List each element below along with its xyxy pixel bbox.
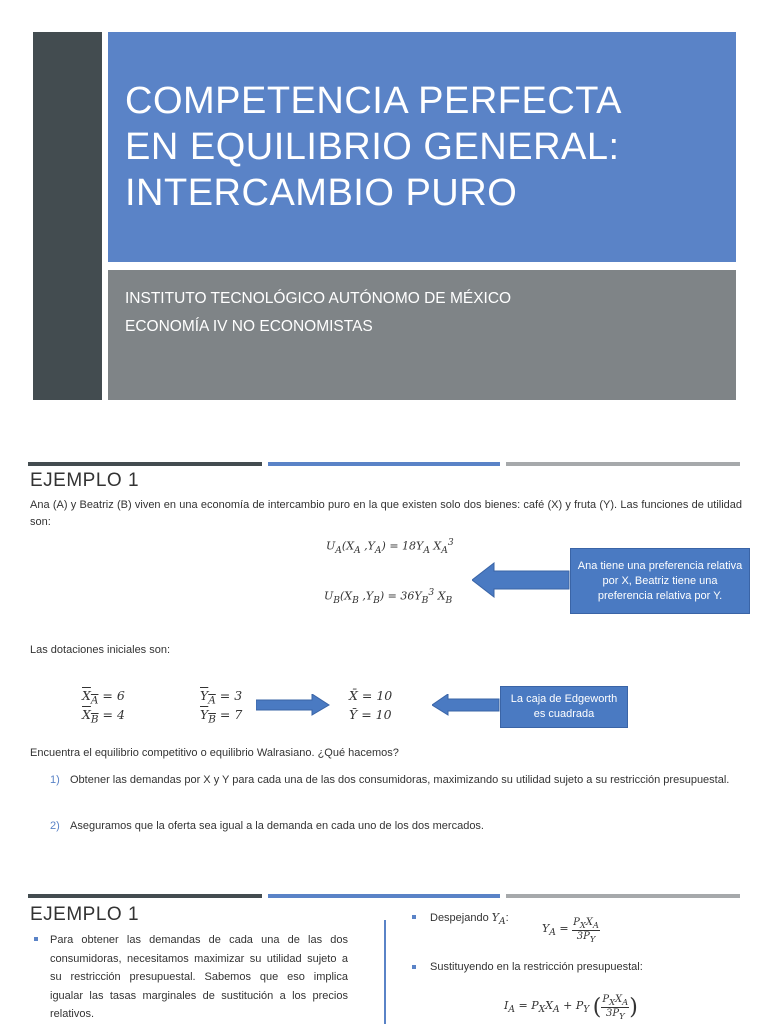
question-text: Encuentra el equilibrio competitivo o equilibrio Walrasiano. ¿Qué hacemos? — [30, 747, 399, 759]
step-1-number: 1) — [50, 774, 60, 786]
step-2-number: 2) — [50, 820, 60, 832]
slide-subtitle-line-2: ECONOMÍA IV NO ECONOMISTAS — [125, 318, 373, 335]
example-heading-2: EJEMPLO 1 — [30, 904, 140, 925]
right-bullet-1: Despejando $Y_A$: — [430, 911, 509, 928]
endowment-xa: $X_A = 6$ — [82, 688, 125, 707]
column-divider — [384, 920, 386, 1024]
utility-function-a: $U_A(X_A$ $,Y_A) = 18Y_A$ $X_A^3$ — [326, 537, 454, 556]
callout-edgeworth: La caja de Edgeworth es cuadrada — [500, 686, 628, 728]
slide-subtitle — [125, 285, 725, 341]
endowment-yb: $Y_B = 7$ — [200, 707, 243, 726]
equation-ya: $Y_A$ = $P_XX_A$ $3P_Y$ — [542, 917, 599, 944]
total-y: Ȳ = 10 — [349, 707, 392, 722]
endowment-ya: $Y_A = 3$ — [200, 688, 243, 707]
right-bullet-2: Sustituyendo en la restricción presupuestal: — [430, 961, 643, 973]
callout-preference: Ana tiene una preferencia relativa por X, Beatriz tiene una preferencia relativa por Y. — [570, 548, 750, 614]
slide-title — [125, 78, 725, 216]
header-rule-gray-2 — [506, 894, 740, 898]
left-bullet-text: Para obtener las demandas de cada una de las dos consumidoras, necesitamos maximizar su utilidad sujeto a su restricción presupuestal. Sabemos que eso implica igualar las tasas marginales de sustitución a los precios relativos. — [50, 934, 348, 1020]
endowment-xb: $X_B = 4$ — [82, 707, 125, 726]
steps-list — [50, 772, 742, 832]
endowments-label: Las dotaciones iniciales son: — [30, 644, 171, 656]
header-rule-dark-2 — [28, 894, 262, 898]
header-rule-dark — [28, 462, 262, 466]
slide-title-line-3: INTERCAMBIO PURO — [125, 172, 518, 214]
left-arrow-icon — [472, 562, 570, 598]
step-2-text: Aseguramos que la oferta sea igual a la demanda en cada uno de los dos mercados. — [70, 820, 484, 832]
title-slide-dark-bar — [33, 32, 102, 400]
bullet-icon — [34, 937, 38, 941]
bullet-icon-2 — [412, 915, 416, 919]
slide-subtitle-line-1: INSTITUTO TECNOLÓGICO AUTÓNOMO DE MÉXICO — [125, 290, 512, 307]
step-1-text: Obtener las demandas por X y Y para cada una de las dos consumidoras, maximizando su utilidad sujeto a su restricción presupuestal. — [70, 774, 730, 786]
bullet-icon-3 — [412, 965, 416, 969]
example-heading: EJEMPLO 1 — [30, 470, 140, 491]
header-rule-blue-2 — [268, 894, 500, 898]
header-rule-gray — [506, 462, 740, 466]
equation-ia: $I_A = P_XX_A + P_Y$ ( $P_XX_A$ $3P_Y$ ) — [504, 994, 638, 1021]
utility-function-b: $U_B(X_B$ $,Y_B) = 36Y_B^3$ $X_B$ — [324, 587, 453, 606]
header-rule-blue — [268, 462, 500, 466]
right-arrow-icon — [256, 694, 330, 716]
slide-title-line-2: EN EQUILIBRIO GENERAL: — [125, 126, 620, 168]
total-x: X̄ = 10 — [349, 688, 393, 703]
slide-title-line-1: COMPETENCIA PERFECTA — [125, 80, 623, 122]
left-arrow-icon-2 — [432, 694, 500, 716]
example-intro: Ana (A) y Beatriz (B) viven en una economía de intercambio puro en la que existen solo dos bienes: café (X) y fruta (Y). Las funciones de utilidad son: — [30, 499, 742, 528]
